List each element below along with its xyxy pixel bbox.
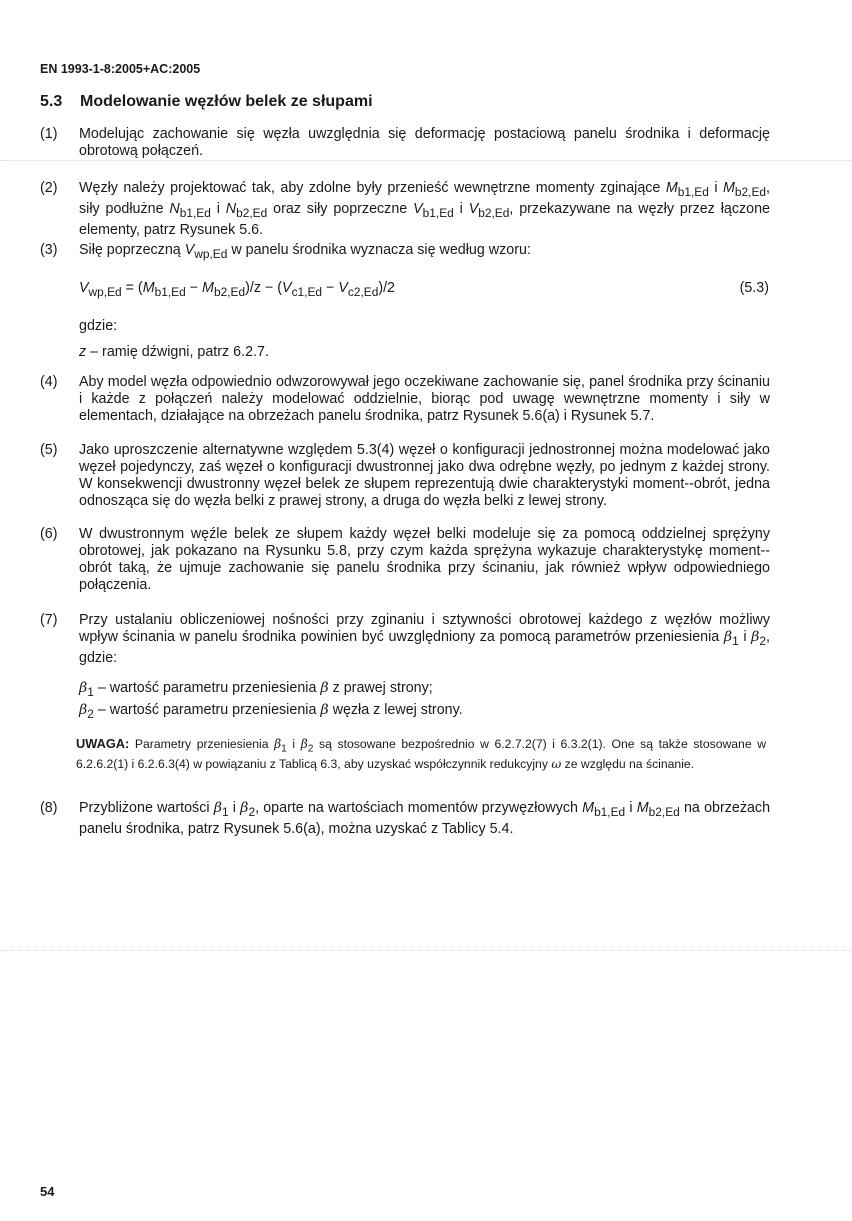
paragraph-text: Przy ustalaniu obliczeniowej nośności przy zginaniu i sztywności obrotowej każdego z węzłów możliwy wpływ ścinania w panelu środnika powinien być uwzględniony za pomocą parametrów przeniesienia $\beta_1$ i $\beta_2$, gdzie: bbox=[79, 612, 770, 666]
paragraph-number: (8) bbox=[40, 800, 58, 816]
where-z: z – ramię dźwigni, patrz 6.2.7. bbox=[79, 344, 269, 360]
paragraph-7 bbox=[40, 612, 770, 667]
paragraph-number: (2) bbox=[40, 180, 58, 196]
section-heading bbox=[40, 93, 373, 111]
paragraph-number: (3) bbox=[40, 242, 58, 258]
equation-5-3 bbox=[79, 280, 769, 299]
paragraph-text: Jako uproszczenie alternatywne względem 5.3(4) węzeł o konfiguracji jednostronnej można modelować jako węzeł pojedynczy, zaś węzeł o konfiguracji dwustronnej jako dwa odrębne węzły, po jednym z każdej strony. W konsekwencji dwustronny węzeł belek ze słupem reprezentują dwie charakterystyki moment--obrót, jedna odnosząca się do węzła belki z prawej strony, a druga do węzła belki z lewej strony. bbox=[79, 442, 770, 509]
note-uwaga: UWAGA: Parametry przeniesienia $\beta_1$ i $\beta_2$ są stosowane bezpośrednio w 6.2.7.2(7) i 6.3.2(1). One są także stosowane w 6.2.6.2(1) i 6.2.6.3(4) w powiązaniu z Tablicą 6.3, aby uzyskać współczynnik redukcyjny ω ze względu na ścinanie. bbox=[76, 736, 766, 771]
paragraph-number: (5) bbox=[40, 442, 58, 458]
paragraph-text: Modelując zachowanie się węzła uwzględnia się deformację postaciową panelu środnika i deformację obrotową połączeń. bbox=[79, 126, 770, 159]
definition-beta2: $\beta_2$ – wartość parametru przeniesienia β węzła z lewej strony. bbox=[79, 702, 463, 721]
paragraph-text: Siłę poprzeczną $V_{wp,Ed}$ w panelu środnika wyznacza się według wzoru: bbox=[79, 242, 531, 261]
paragraph-1 bbox=[40, 126, 770, 160]
paragraph-number: (4) bbox=[40, 374, 58, 390]
page-number: 54 bbox=[40, 1184, 55, 1199]
paragraph-4 bbox=[40, 374, 770, 425]
paragraph-number: (1) bbox=[40, 126, 58, 142]
definition-beta1: $\beta_1$ – wartość parametru przeniesienia β z prawej strony; bbox=[79, 680, 433, 699]
equation-number: (5.3) bbox=[739, 280, 769, 296]
section-title: Modelowanie węzłów belek ze słupami bbox=[80, 93, 373, 110]
paragraph-text: Węzły należy projektować tak, aby zdolne były przenieść wewnętrzne momenty zginające $M_{b1,Ed}$ i $M_{b2,Ed}$, siły podłużne $N_{b1,Ed}$ i $N_{b2,Ed}$ oraz siły poprzeczne $V_{b1,Ed}$ i $V_{b2,Ed}$, przekazywane na węzły przez łączone elementy, patrz Rysunek 5.6. bbox=[79, 180, 770, 238]
where-label: gdzie: bbox=[79, 318, 118, 334]
paragraph-number: (7) bbox=[40, 612, 58, 628]
document-header: EN 1993-1-8:2005+AC:2005 bbox=[40, 62, 201, 76]
paragraph-number: (6) bbox=[40, 526, 58, 542]
scan-artifact-line bbox=[0, 950, 852, 951]
equation-body: $V_{wp,Ed} = (M_{b1,Ed} - M_{b2,Ed})/z - (V_{c1,Ed} - V_{c2,Ed})/2$ bbox=[79, 280, 396, 299]
paragraph-3 bbox=[40, 242, 770, 263]
paragraph-5 bbox=[40, 442, 770, 510]
paragraph-6 bbox=[40, 526, 770, 594]
note-label: UWAGA: bbox=[76, 736, 130, 751]
paragraph-text: Aby model węzła odpowiednio odwzorowywał jego oczekiwane zachowanie się, panel środnika przy ścinaniu i każde z połączeń należy modelować oddzielnie, biorąc pod uwagę wewnętrzne momenty i siły w elementach, działające na obrzeżach panelu środnika, patrz Rysunek 5.6(a) i Rysunek 5.7. bbox=[79, 374, 770, 424]
paragraph-text: W dwustronnym węźle belek ze słupem każdy węzeł belki modeluje się za pomocą oddzielnej sprężyny obrotowej, jak pokazano na Rysunku 5.8, przy czym każda sprężyna wykazuje charakterystykę moment--obrót taką, że ujmuje zachowanie się panelu środnika przy ścinaniu, jak również wpływ odpowiedniego połączenia. bbox=[79, 526, 770, 593]
paragraph-text: Przybliżone wartości $\beta_1$ i $\beta_2$, oparte na wartościach momentów przywęzłowych $M_{b1,Ed}$ i $M_{b2,Ed}$ na obrzeżach panelu środnika, patrz Rysunek 5.6(a), można uzyskać z Tablicy 5.4. bbox=[79, 800, 771, 837]
paragraph-2 bbox=[40, 180, 770, 239]
scan-artifact-line bbox=[0, 160, 852, 161]
paragraph-8 bbox=[40, 800, 770, 838]
section-number: 5.3 bbox=[40, 93, 63, 110]
